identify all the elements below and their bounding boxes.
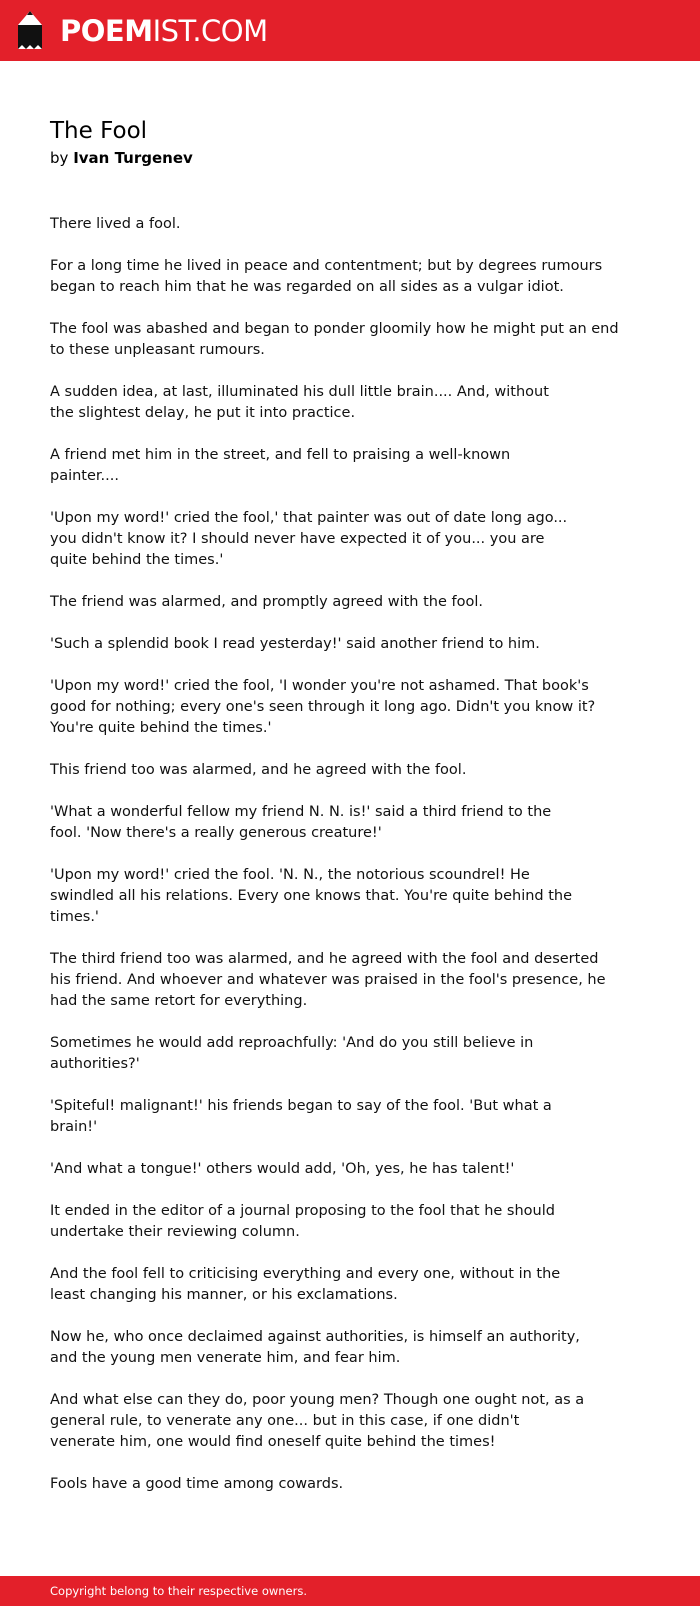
pencil-icon	[18, 11, 42, 51]
poem-stanza: Sometimes he would add reproachfully: 'And do you still believe in authorities?'	[50, 1035, 534, 1072]
poem-stanza: Now he, who once declaimed against authorities, is himself an authority, and the young men venerate him, and fear him.	[50, 1329, 580, 1366]
copyright-notice: Copyright belong to their respective owners.	[50, 1584, 308, 1598]
poem-stanza: The third friend too was alarmed, and he agreed with the fool and deserted his friend. And whoever and whatever was praised in the fool's presence, he had the same retort for everything.	[50, 951, 606, 1009]
site-footer	[0, 1576, 700, 1606]
poem-stanza: For a long time he lived in peace and contentment; but by degrees rumours began to reach him that he was regarded on all sides as a vulgar idiot.	[50, 258, 603, 295]
poem-stanza: A friend met him in the street, and fell to praising a well-known painter....	[50, 447, 511, 484]
poem-stanza: 'Upon my word!' cried the fool, 'I wonder you're not ashamed. That book's good for nothing; every one's seen through it long ago. Didn't you know it? You're quite behind the times.'	[50, 678, 596, 736]
poem-stanza: A sudden idea, at last, illuminated his dull little brain.... And, without the slightest delay, he put it into practice.	[50, 384, 549, 421]
poem-stanza: 'Upon my word!' cried the fool,' that painter was out of date long ago... you didn't know it? I should never have expected it of you... you are quite behind the times.'	[50, 510, 568, 568]
poem-content	[50, 115, 650, 1516]
poem-stanza: And what else can they do, poor young men? Though one ought not, as a general rule, to venerate any one... but in this case, if one didn't venerate him, one would find oneself quite behind the times!	[50, 1392, 585, 1450]
brand-name-bold: POEM	[60, 14, 153, 48]
poem-stanza: And the fool fell to criticising everything and every one, without in the least changing his manner, or his exclamations.	[50, 1266, 561, 1303]
poem-stanza: Fools have a good time among cowards.	[50, 1476, 344, 1492]
poem-stanza: 'And what a tongue!' others would add, 'Oh, yes, he has talent!'	[50, 1161, 515, 1177]
poem-stanza: There lived a fool.	[50, 216, 181, 232]
poem-stanza: The fool was abashed and began to ponder gloomily how he might put an end to these unpleasant rumours.	[50, 321, 619, 358]
poem-body	[50, 214, 650, 1495]
poem-byline	[50, 147, 650, 169]
poem-title: The Fool	[50, 118, 148, 144]
by-label: by	[50, 149, 69, 167]
brand-name-light: IST.COM	[152, 14, 268, 48]
poem-stanza: It ended in the editor of a journal proposing to the fool that he should undertake their reviewing column.	[50, 1203, 555, 1240]
poem-stanza: 'What a wonderful fellow my friend N. N. is!' said a third friend to the fool. 'Now there's a really generous creature!'	[50, 804, 552, 841]
poem-stanza: 'Such a splendid book I read yesterday!' said another friend to him.	[50, 636, 540, 652]
poem-stanza: 'Upon my word!' cried the fool. 'N. N., the notorious scoundrel! He swindled all his relations. Every one knows that. You're quite behind the times.'	[50, 867, 573, 925]
brand-name	[60, 11, 268, 51]
site-logo-link[interactable]	[18, 11, 268, 51]
site-header	[0, 0, 700, 61]
author-name: Ivan Turgenev	[73, 149, 193, 167]
poem-stanza: This friend too was alarmed, and he agreed with the fool.	[50, 762, 467, 778]
poem-stanza: The friend was alarmed, and promptly agreed with the fool.	[50, 594, 483, 610]
poem-stanza: 'Spiteful! malignant!' his friends began to say of the fool. 'But what a brain!'	[50, 1098, 552, 1135]
